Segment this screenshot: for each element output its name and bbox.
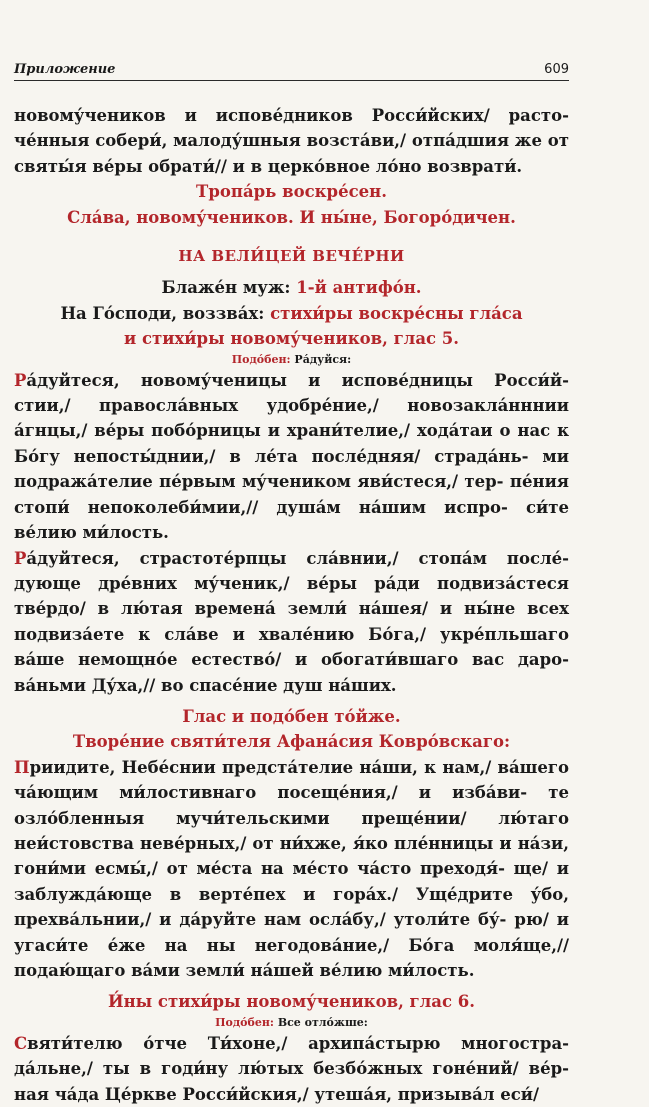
podoben-label: Подо́бен: [231,352,291,366]
tone-melody-heading: Глас и подо́бен то́йже. [182,706,401,726]
page-number: 609 [544,62,569,77]
text-line: ва́ше немощно́е естество́/ и обогати́вшаго вас даро- [14,650,569,670]
text-line: да́льне,/ ты в годи́ну лю́тых безбо́жных гоне́ний/ ве́р- [14,1059,569,1079]
podoben-heading-2 [14,1015,569,1031]
text-line: те озло́бленныя мучи́тельскими преще́нии/ лю́таго [14,783,569,828]
lord-i-call-heading [14,301,569,326]
other-stichera-heading: И́ны стихи́ры новому́чеников, глас 6. [107,992,476,1012]
sticheron-3 [14,755,569,984]
text-line: подвиза́ете к сла́ве и хвале́нию Бо́га,/ укре́пльшаго [14,624,569,644]
podoben-heading [14,352,569,368]
initial-letter: Р [14,370,27,390]
podoben-melody: Ра́дуйся: [294,352,352,366]
stichera-tone-heading: и стихи́ры новому́чеников, глас 5. [123,329,460,349]
text-line: а́гнцы,/ ве́ры побо́рницы и храни́телие,/ хода́таи о [14,421,511,441]
text-line: че́нныя собери́, малоду́шныя возста́ви,/ отпа́дшия же [14,131,542,151]
initial-letter: Р [14,548,27,568]
text-line: пе́ния стопи́ непоколеби́мии,// душа́м на́шим испро- [14,472,570,517]
troparion-heading: Тропа́рь воскре́сен. [196,182,387,202]
page-content [14,103,569,1107]
lord-i-call-label: На Го́споди, воззва́х: [60,303,265,323]
stichera-label: стихи́ры воскре́сны гла́са [270,303,523,323]
text-line: неи́стовства неве́рных,/ от ни́хже, я́ко пле́нницы и [14,833,512,853]
text-line: подаю́щаго ва́ми земли́ на́шей ве́лию ми́лость. [14,961,475,980]
text-line: новому́чеников и испове́дников Росси́йских/ расто- [14,106,569,125]
text-line: а́дуйтеся, страстоте́рпцы сла́внии,/ стопа́м после́- [26,548,569,568]
text-line: си́те ве́лию ми́лость. [14,497,569,543]
text-line: ва́шего ча́ющим ми́лостивнаго посеще́ния,/ и изба́ви- [14,757,569,803]
text-line: дующе дре́вних му́ченик,/ ве́ры ра́ди подвиза́стеся [14,573,569,593]
running-header [14,62,569,81]
text-line: ная ча́да Це́ркве Росси́йския,/ утеша́я, призыва́л еси́/ [14,1084,540,1104]
text-line: нас к Бо́гу непосты́днии,/ в ле́та после́дняя/ страда́нь- [14,421,569,466]
text-line: ще/ и заблужда́юще в верте́пех и гора́х./ Уще́дрите [14,859,569,904]
text-line: от святы́я ве́ры обрати́// и в церко́вное ло́но возврати́. [14,131,569,176]
sticheron-4 [14,1031,569,1107]
text-line: стии,/ правосла́вных удобре́ние,/ новозакла́нннии [14,396,569,416]
sticheron-2 [14,546,569,698]
sticheron-1 [14,368,569,546]
text-line: рю/ и угаси́те е́же на ны негодова́ние,/ Бо́га моля́ще,// [14,910,570,955]
vespers-heading: НА ВЕЛИ́ЦЕЙ ВЕЧЕ́РНИ [178,247,405,266]
podoben-label: Подо́бен: [215,1015,274,1029]
antiphon-label: 1-й антифо́н. [296,278,422,298]
podoben-melody: Все отло́жше: [277,1015,368,1029]
initial-letter: С [14,1033,28,1053]
text-line: на́зи, гони́ми есмы́,/ от ме́ста на ме́сто ча́сто преходя́- [14,833,569,879]
text-line: ми подража́телие пе́рвым му́чеником яви́стеся,/ тер- [14,446,569,492]
paragraph-continuation [14,103,569,179]
text-line: риидите, Небе́снии предста́телие на́ши, к нам,/ [29,757,492,777]
running-header-title: Приложение [14,62,116,77]
blessed-man-label: Блаже́н муж: [161,278,291,298]
work-of-heading: Творе́ние святи́теля Афана́сия Ковро́вскаго: [72,732,511,752]
text-line: вяти́телю о́тче Ти́хоне,/ архипа́стырю многостра- [27,1033,569,1053]
text-line: тве́рдо/ в лю́тая времена́ земли́ на́шея/ и ны́не всех [14,599,569,619]
blessed-man-heading [14,275,569,300]
glory-heading: Сла́ва, новому́чеников. И ны́не, Богоро́дичен. [67,207,516,227]
text-line: а́дуйтеся, новому́ченицы и испове́дницы Росси́й- [26,370,569,390]
initial-letter: П [14,757,30,777]
text-line: у́бо, прехва́льнии,/ и да́руйте нам осла́бу,/ утоли́те бу́- [14,884,569,930]
text-line: ва́ньми Ду́ха,// во спасе́ние душ на́ших. [14,675,397,695]
